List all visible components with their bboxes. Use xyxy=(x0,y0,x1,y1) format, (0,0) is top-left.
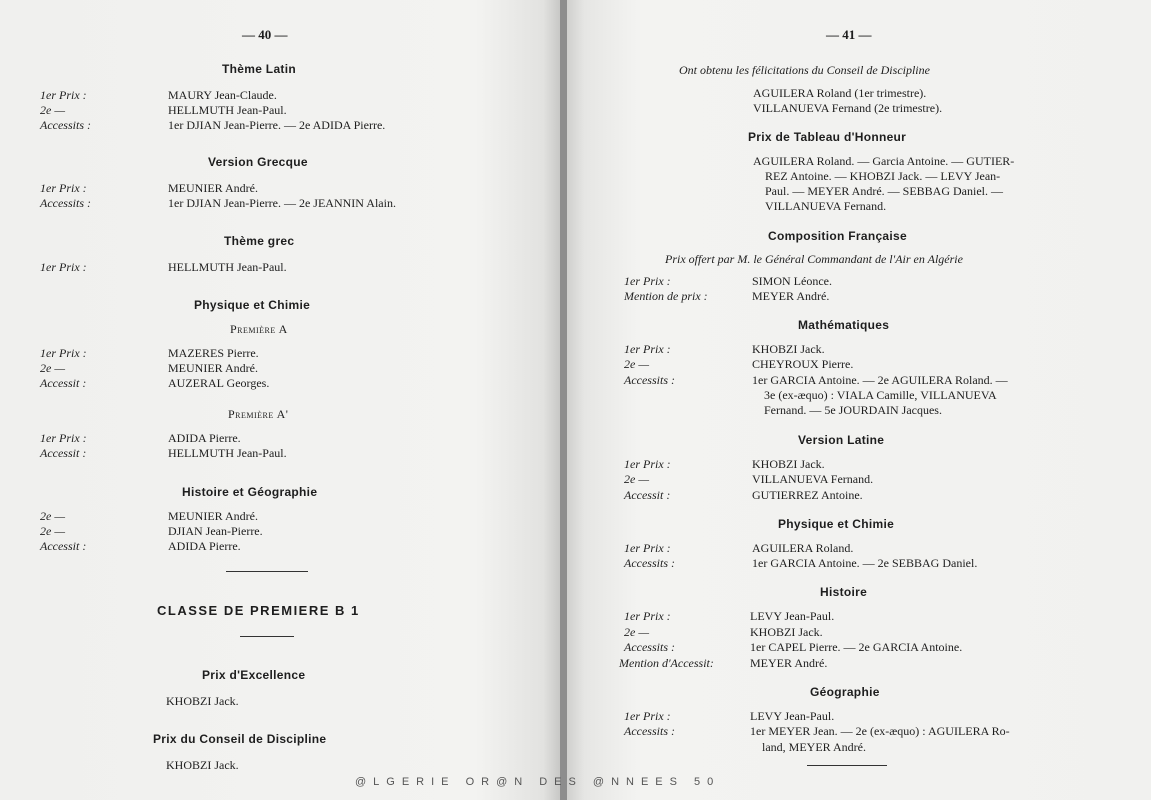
felicitations-line: AGUILERA Roland (1er trimestre). xyxy=(753,86,927,100)
heading-version-latine: Version Latine xyxy=(798,433,885,447)
row-label: 1er Prix : xyxy=(40,181,87,195)
heading-felicitations: Ont obtenu les félicitations du Conseil de Discipline xyxy=(679,63,930,77)
row-label: Accessit : xyxy=(40,539,87,553)
row-value: KHOBZI Jack. xyxy=(752,457,825,471)
subheading-premiere-a: Première A xyxy=(230,322,288,336)
heading-histoire-geographie: Histoire et Géographie xyxy=(182,485,318,499)
heading-physique-chimie: Physique et Chimie xyxy=(194,298,311,312)
row-label: 2e — xyxy=(624,625,649,639)
tableau-line: REZ Antoine. — KHOBZI Jack. — LEVY Jean- xyxy=(765,169,1001,183)
tableau-line: VILLANUEVA Fernand. xyxy=(765,199,887,213)
watermark: @LGERIE OR@N DES @NNEES 50 xyxy=(355,776,721,788)
row-label: 1er Prix : xyxy=(624,274,671,288)
row-label: 2e — xyxy=(40,509,65,523)
row-value: KHOBZI Jack. xyxy=(750,625,823,639)
heading-version-grecque: Version Grecque xyxy=(208,155,308,169)
heading-prix-excellence: Prix d'Excellence xyxy=(202,668,306,682)
row-continuation: land, MEYER André. xyxy=(762,740,866,754)
page-number-right: — 41 — xyxy=(826,27,872,42)
heading-histoire: Histoire xyxy=(820,585,868,599)
row-label: Mention de prix : xyxy=(624,289,708,303)
class-title: CLASSE DE PREMIERE B 1 xyxy=(157,603,360,618)
right-page xyxy=(567,0,1151,800)
heading-physique-chimie-right: Physique et Chimie xyxy=(778,517,895,531)
row-label: Accessits : xyxy=(40,118,91,132)
row-label: Accessit : xyxy=(40,446,87,460)
row-label: 1er Prix : xyxy=(40,260,87,274)
row-value: MEUNIER André. xyxy=(168,509,258,523)
row-label: Accessits : xyxy=(624,724,675,738)
divider xyxy=(807,765,887,766)
row-value: DJIAN Jean-Pierre. xyxy=(168,524,263,538)
row-continuation: 3e (ex-æquo) : VIALA Camille, VILLANUEVA xyxy=(764,388,997,402)
row-value: GUTIERREZ Antoine. xyxy=(752,488,863,502)
row-value: LEVY Jean-Paul. xyxy=(750,709,835,723)
row-value: SIMON Léonce. xyxy=(752,274,832,288)
row-label: Accessits : xyxy=(624,640,675,654)
tableau-line: AGUILERA Roland. — Garcia Antoine. — GUTIER- xyxy=(753,154,1015,168)
conseil-winner: KHOBZI Jack. xyxy=(166,758,239,772)
row-continuation: Fernand. — 5e JOURDAIN Jacques. xyxy=(764,403,942,417)
tableau-line: Paul. — MEYER André. — SEBBAG Daniel. — xyxy=(765,184,1003,198)
row-label: 1er Prix : xyxy=(40,431,87,445)
row-value: 1er GARCIA Antoine. — 2e SEBBAG Daniel. xyxy=(752,556,978,570)
row-value: CHEYROUX Pierre. xyxy=(752,357,854,371)
heading-tableau-honneur: Prix de Tableau d'Honneur xyxy=(748,130,907,144)
row-label: 1er Prix : xyxy=(40,346,87,360)
composition-subtitle: Prix offert par M. le Général Commandant de l'Air en Algérie xyxy=(665,252,963,266)
row-value: VILLANUEVA Fernand. xyxy=(752,472,874,486)
row-label: 1er Prix : xyxy=(624,342,671,356)
row-label: 1er Prix : xyxy=(624,541,671,555)
heading-theme-grec: Thème grec xyxy=(224,234,295,248)
row-value: 1er DJIAN Jean-Pierre. — 2e JEANNIN Alain. xyxy=(168,196,396,210)
row-label: 1er Prix : xyxy=(624,457,671,471)
heading-geographie: Géographie xyxy=(810,685,880,699)
row-value: MAZERES Pierre. xyxy=(168,346,259,360)
heading-mathematiques: Mathématiques xyxy=(798,318,890,332)
row-value: AUZERAL Georges. xyxy=(168,376,270,390)
row-label: 1er Prix : xyxy=(624,709,671,723)
row-value: MEUNIER André. xyxy=(168,181,258,195)
row-value: MEYER André. xyxy=(750,656,828,670)
row-value: MEYER André. xyxy=(752,289,830,303)
divider xyxy=(226,571,308,572)
row-label: 2e — xyxy=(624,472,649,486)
row-value: ADIDA Pierre. xyxy=(168,431,241,445)
row-label: 2e — xyxy=(40,103,65,117)
row-value: AGUILERA Roland. xyxy=(752,541,854,555)
row-label: 2e — xyxy=(40,524,65,538)
row-value: 1er DJIAN Jean-Pierre. — 2e ADIDA Pierre. xyxy=(168,118,386,132)
row-label: Accessits : xyxy=(624,373,675,387)
row-label: Mention d'Accessit: xyxy=(619,656,714,670)
heading-composition: Composition Française xyxy=(768,229,907,243)
row-label: 1er Prix : xyxy=(624,609,671,623)
row-label: Accessit : xyxy=(40,376,87,390)
row-label: Accessit : xyxy=(624,488,671,502)
row-label: 2e — xyxy=(40,361,65,375)
subheading-premiere-a-prime: Première A' xyxy=(228,407,289,421)
row-label: Accessits : xyxy=(40,196,91,210)
row-value: KHOBZI Jack. xyxy=(752,342,825,356)
row-label: Accessits : xyxy=(624,556,675,570)
page-number-left: — 40 — xyxy=(242,27,288,42)
row-value: 1er MEYER Jean. — 2e (ex-æquo) : AGUILERA Ro- xyxy=(750,724,1010,738)
row-value: ADIDA Pierre. xyxy=(168,539,241,553)
heading-theme-latin: Thème Latin xyxy=(222,62,296,76)
row-value: MAURY Jean-Claude. xyxy=(168,88,277,102)
row-value: MEUNIER André. xyxy=(168,361,258,375)
row-label: 1er Prix : xyxy=(40,88,87,102)
row-label: 2e — xyxy=(624,357,649,371)
row-value: 1er GARCIA Antoine. — 2e AGUILERA Roland. — xyxy=(752,373,1008,387)
excellence-winner: KHOBZI Jack. xyxy=(166,694,239,708)
heading-prix-conseil: Prix du Conseil de Discipline xyxy=(153,732,327,746)
row-value: HELLMUTH Jean-Paul. xyxy=(168,103,287,117)
divider xyxy=(240,636,294,637)
row-value: HELLMUTH Jean-Paul. xyxy=(168,446,287,460)
row-value: 1er CAPEL Pierre. — 2e GARCIA Antoine. xyxy=(750,640,963,654)
left-page xyxy=(0,0,560,800)
row-value: LEVY Jean-Paul. xyxy=(750,609,835,623)
felicitations-line: VILLANUEVA Fernand (2e trimestre). xyxy=(753,101,943,115)
row-value: HELLMUTH Jean-Paul. xyxy=(168,260,287,274)
